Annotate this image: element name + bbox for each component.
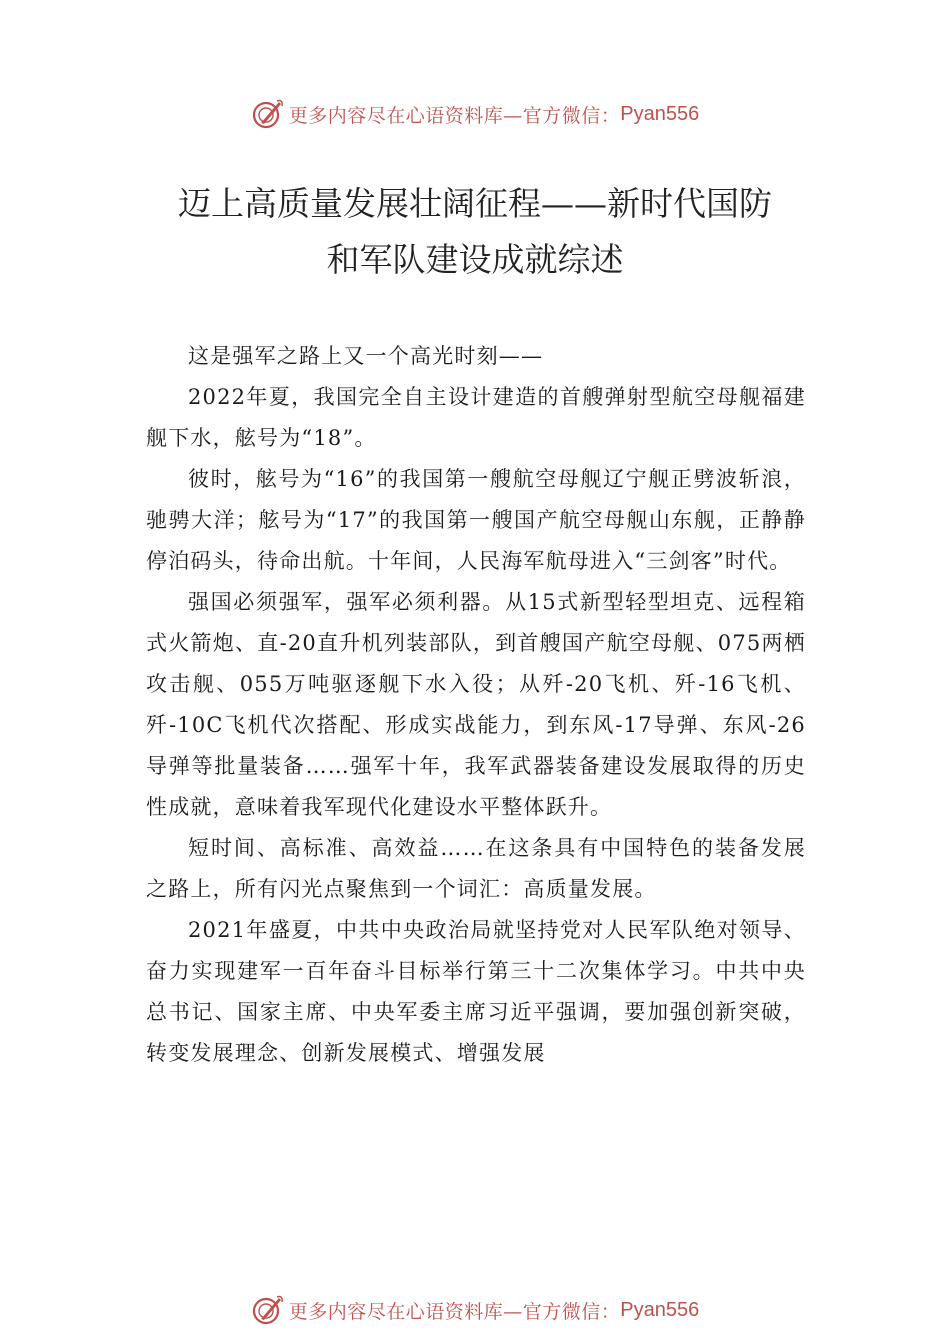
- title-line-1: 迈上高质量发展壮阔征程——新时代国防: [178, 184, 772, 223]
- paragraph: 短时间、高标准、高效益……在这条具有中国特色的装备发展之路上，所有闪光点聚焦到一个词汇：高质量发展。: [146, 836, 806, 901]
- footer-text: 更多内容尽在心语资料库—官方微信：: [288, 1300, 621, 1323]
- article-body: [146, 336, 806, 1074]
- article-title: [140, 176, 810, 288]
- paragraph: 2022年夏，我国完全自主设计建造的首艘弹射型航空母舰福建舰下水，舷号为“18”。: [146, 385, 806, 450]
- paragraph: 彼时，舷号为“16”的我国第一艘航空母舰辽宁舰正劈波斩浪，驰骋大洋；舷号为“17”的我国第一艘国产航空母舰山东舰，正静静停泊码头，待命出航。十年间，人民海军航母进入“三剑客”时代。: [146, 467, 806, 573]
- quill-seal-icon: [251, 1293, 285, 1327]
- header-wechat-id: Pyan556: [620, 102, 700, 125]
- header-banner: [0, 94, 950, 134]
- paragraph: 强国必须强军，强军必须利器。从15式新型轻型坦克、远程箱式火箭炮、直-20直升机列装部队，到首艘国产航空母舰、075两栖攻击舰、055万吨驱逐舰下水入役；从歼-20飞机、歼-16飞机、歼-10C飞机代次搭配、形成实战能力，到东风-17导弹、东风-26导弹等批量装备……强军十年，我军武器装备建设发展取得的历史性成就，意味着我军现代化建设水平整体跃升。: [146, 590, 806, 819]
- footer-banner: [0, 1290, 950, 1330]
- paragraph: 这是强军之路上又一个高光时刻——: [188, 344, 544, 368]
- quill-seal-icon: [251, 97, 285, 131]
- header-text: 更多内容尽在心语资料库—官方微信：: [288, 104, 621, 127]
- paragraph: 2021年盛夏，中共中央政治局就坚持党对人民军队绝对领导、奋力实现建军一百年奋斗目标举行第三十二次集体学习。中共中央总书记、国家主席、中央军委主席习近平强调，要加强创新突破，转变发展理念、创新发展模式、增强发展: [146, 918, 806, 1065]
- footer-wechat-id: Pyan556: [620, 1298, 700, 1321]
- title-line-2: 和军队建设成就综述: [326, 240, 624, 279]
